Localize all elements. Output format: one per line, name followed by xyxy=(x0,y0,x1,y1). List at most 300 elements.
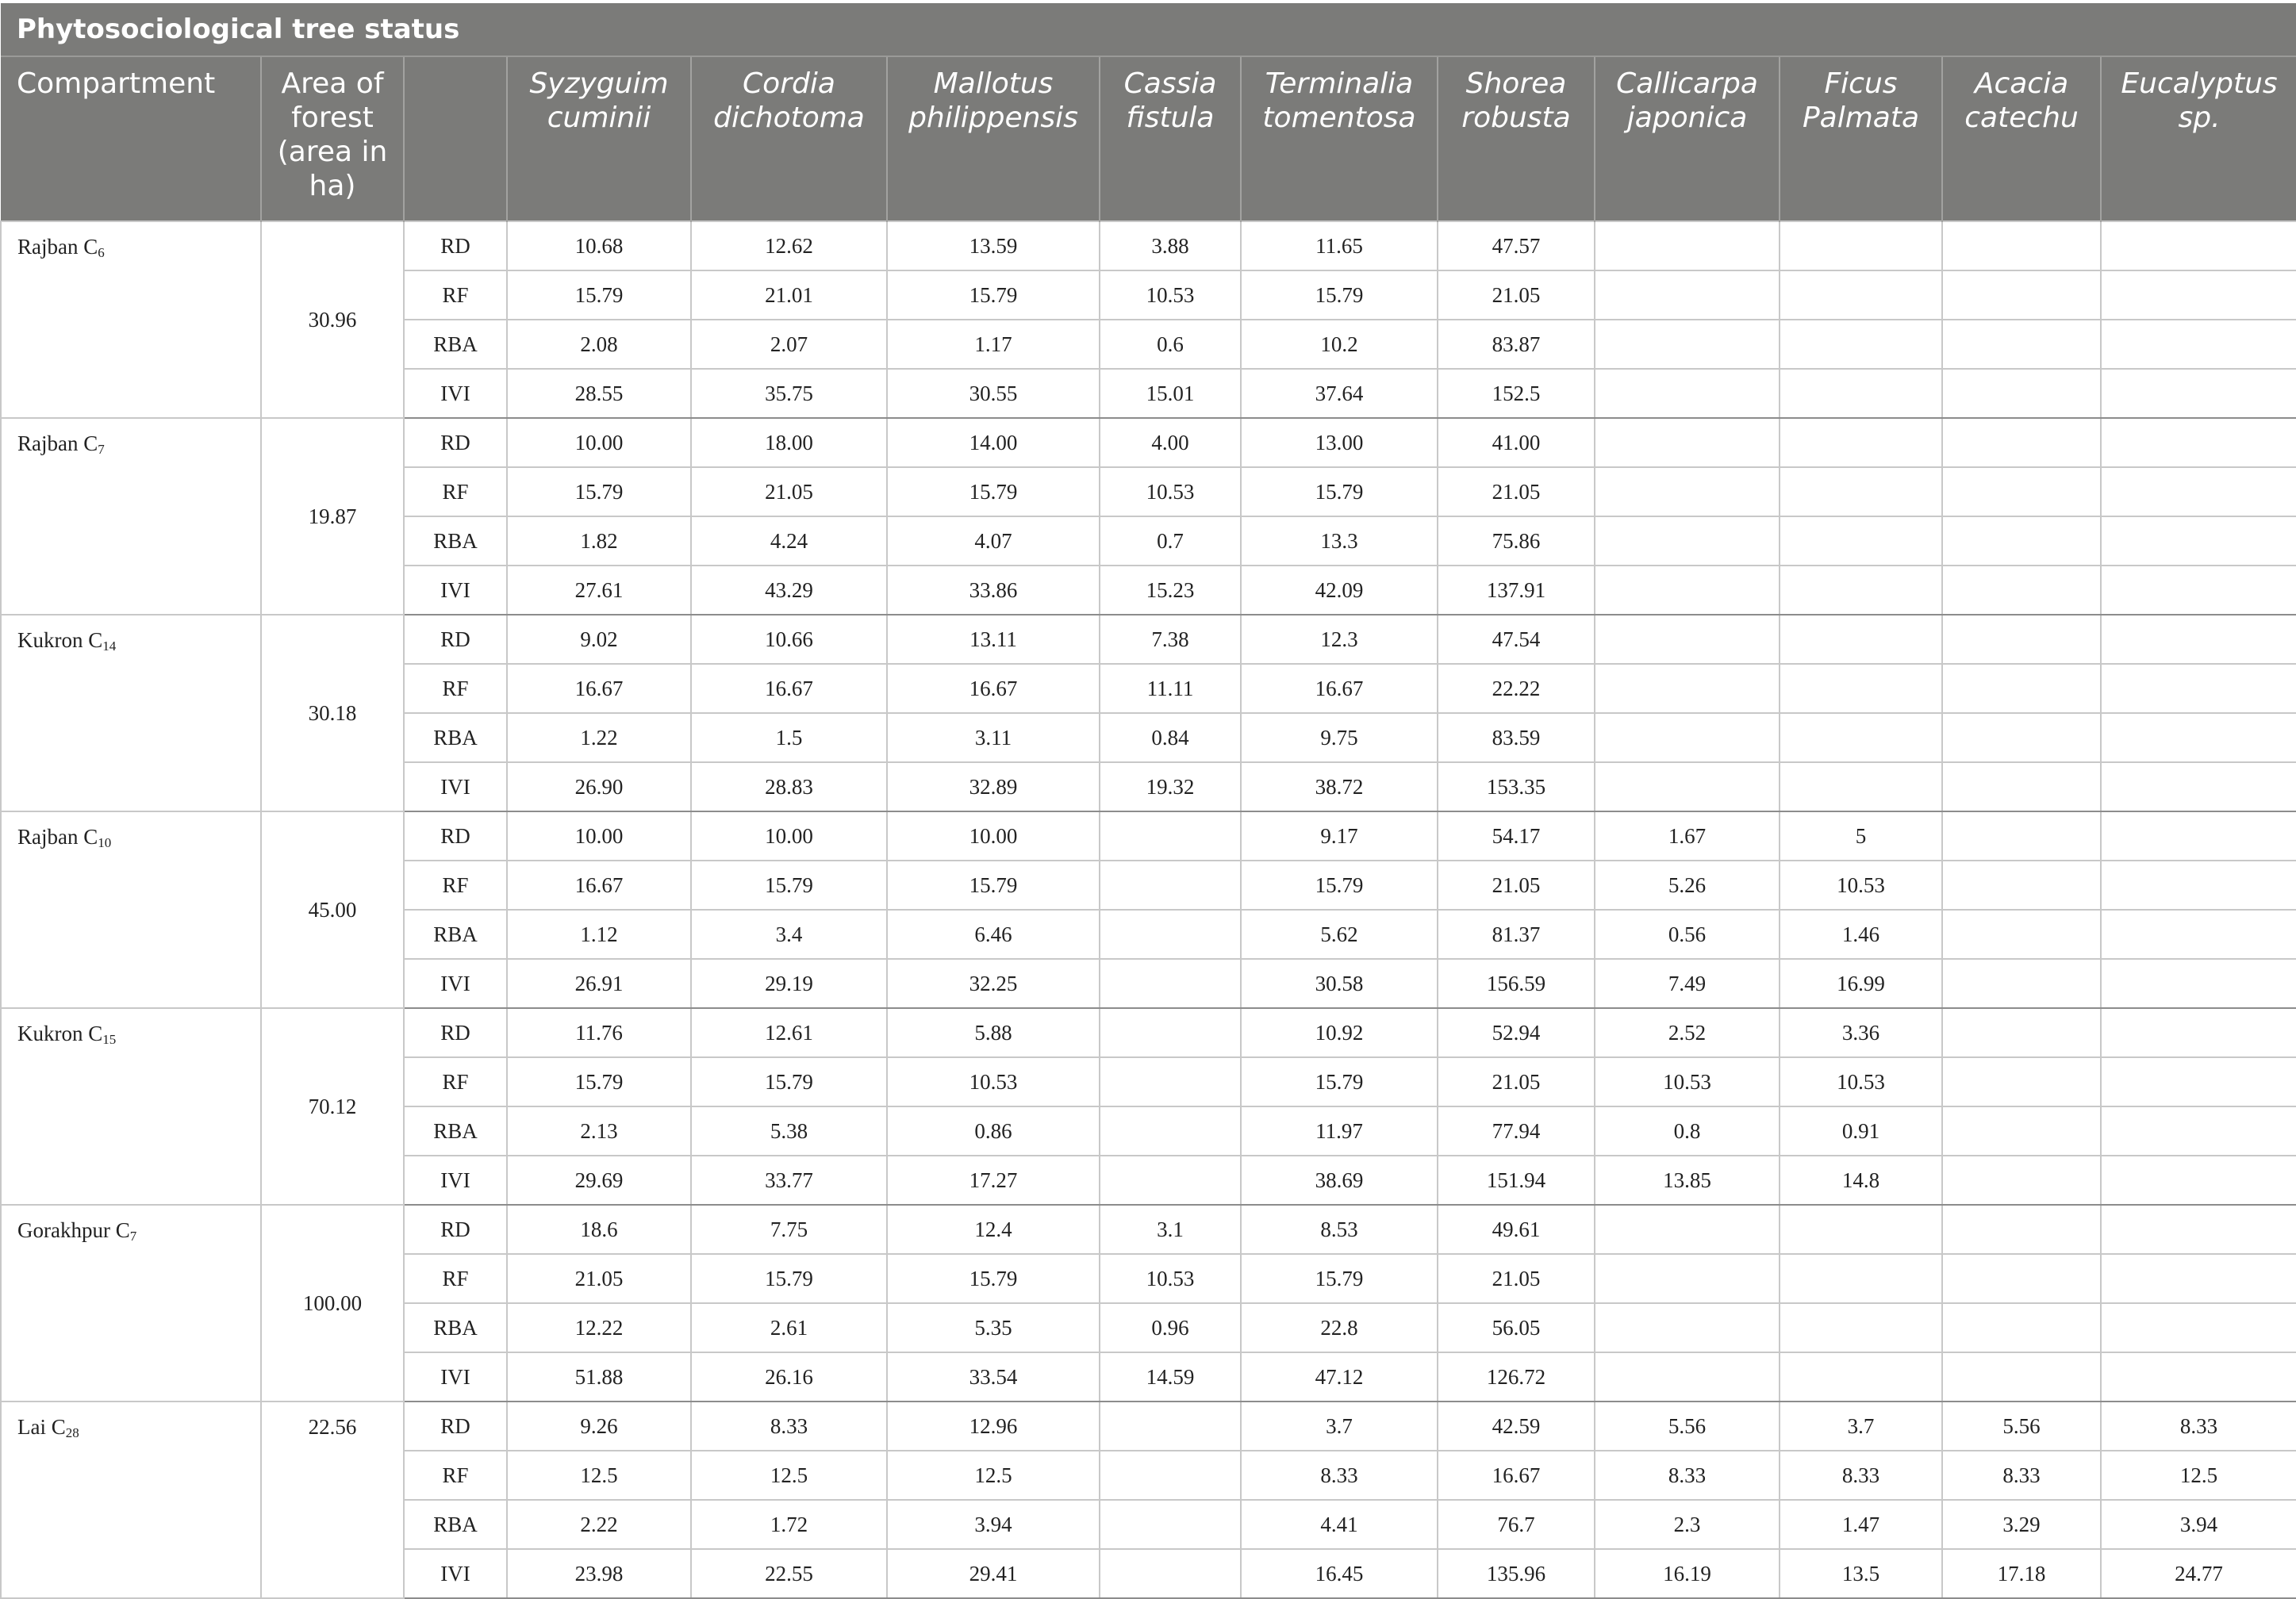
header-species: Cordia dichotoma xyxy=(691,56,887,221)
value-cell: 3.7 xyxy=(1241,1402,1438,1451)
value-cell: 32.25 xyxy=(887,959,1100,1008)
value-cell: 5.26 xyxy=(1595,861,1780,910)
table-title: Phytosociological tree status xyxy=(1,3,2296,56)
table-row xyxy=(1,811,2296,861)
value-cell xyxy=(2101,959,2296,1008)
value-cell: 22.55 xyxy=(691,1549,887,1598)
value-cell: 16.67 xyxy=(507,861,691,910)
value-cell: 5 xyxy=(1780,811,1942,861)
value-cell: 8.33 xyxy=(2101,1402,2296,1451)
value-cell xyxy=(2101,1303,2296,1352)
value-cell: 1.67 xyxy=(1595,811,1780,861)
value-cell: 15.79 xyxy=(1241,1057,1438,1106)
value-cell: 10.53 xyxy=(1100,270,1241,320)
value-cell: 2.52 xyxy=(1595,1008,1780,1057)
value-cell: 13.5 xyxy=(1780,1549,1942,1598)
metric-label: RBA xyxy=(404,1303,507,1352)
value-cell: 10.53 xyxy=(1100,1254,1241,1303)
value-cell: 30.58 xyxy=(1241,959,1438,1008)
value-cell: 8.33 xyxy=(1780,1451,1942,1500)
value-cell xyxy=(2101,1205,2296,1254)
value-cell: 15.79 xyxy=(887,270,1100,320)
value-cell: 19.32 xyxy=(1100,762,1241,811)
value-cell: 156.59 xyxy=(1438,959,1595,1008)
value-cell xyxy=(2101,467,2296,516)
value-cell: 16.19 xyxy=(1595,1549,1780,1598)
value-cell xyxy=(1780,1303,1942,1352)
value-cell: 7.75 xyxy=(691,1205,887,1254)
table-row xyxy=(1,221,2296,270)
value-cell: 7.49 xyxy=(1595,959,1780,1008)
value-cell xyxy=(1780,270,1942,320)
value-cell xyxy=(1942,566,2101,615)
forest-area: 30.18 xyxy=(261,615,404,811)
value-cell: 23.98 xyxy=(507,1549,691,1598)
value-cell: 1.12 xyxy=(507,910,691,959)
value-cell: 1.82 xyxy=(507,516,691,566)
header-species: Terminalia tomentosa xyxy=(1241,56,1438,221)
value-cell: 2.08 xyxy=(507,320,691,369)
header-species: Cassia fistula xyxy=(1100,56,1241,221)
value-cell: 15.79 xyxy=(1241,467,1438,516)
value-cell: 16.67 xyxy=(887,664,1100,713)
compartment-subscript: 7 xyxy=(129,1229,137,1244)
value-cell: 12.5 xyxy=(887,1451,1100,1500)
value-cell xyxy=(1100,861,1241,910)
value-cell: 8.33 xyxy=(1942,1451,2101,1500)
table-row xyxy=(1,615,2296,664)
compartment-subscript: 6 xyxy=(98,245,105,260)
value-cell xyxy=(1595,1303,1780,1352)
value-cell: 15.79 xyxy=(691,1254,887,1303)
value-cell: 77.94 xyxy=(1438,1106,1595,1156)
value-cell xyxy=(1942,664,2101,713)
value-cell: 151.94 xyxy=(1438,1156,1595,1205)
value-cell: 2.13 xyxy=(507,1106,691,1156)
value-cell: 29.41 xyxy=(887,1549,1100,1598)
compartment-label: Kukron C xyxy=(17,1022,103,1045)
value-cell: 15.79 xyxy=(507,1057,691,1106)
value-cell xyxy=(1595,1205,1780,1254)
value-cell: 5.88 xyxy=(887,1008,1100,1057)
value-cell xyxy=(1942,1254,2101,1303)
value-cell: 0.84 xyxy=(1100,713,1241,762)
value-cell xyxy=(1595,270,1780,320)
compartment-label: Rajban C xyxy=(17,235,98,259)
header-species: Syzyguim cuminii xyxy=(507,56,691,221)
value-cell xyxy=(1780,467,1942,516)
value-cell: 13.00 xyxy=(1241,418,1438,467)
value-cell: 0.56 xyxy=(1595,910,1780,959)
value-cell: 16.67 xyxy=(1241,664,1438,713)
compartment-name xyxy=(1,615,261,811)
value-cell: 11.76 xyxy=(507,1008,691,1057)
value-cell xyxy=(1942,1106,2101,1156)
value-cell xyxy=(1780,418,1942,467)
metric-label: RF xyxy=(404,270,507,320)
value-cell: 15.79 xyxy=(691,1057,887,1106)
value-cell xyxy=(1942,910,2101,959)
value-cell xyxy=(1780,664,1942,713)
value-cell: 33.86 xyxy=(887,566,1100,615)
value-cell: 135.96 xyxy=(1438,1549,1595,1598)
value-cell: 8.33 xyxy=(1241,1451,1438,1500)
compartment-subscript: 14 xyxy=(102,638,117,654)
value-cell xyxy=(1780,1352,1942,1402)
value-cell: 17.18 xyxy=(1942,1549,2101,1598)
value-cell: 54.17 xyxy=(1438,811,1595,861)
value-cell xyxy=(1595,615,1780,664)
value-cell xyxy=(2101,664,2296,713)
metric-label: RBA xyxy=(404,1106,507,1156)
value-cell xyxy=(1595,369,1780,418)
value-cell: 12.5 xyxy=(691,1451,887,1500)
value-cell: 8.53 xyxy=(1241,1205,1438,1254)
forest-area: 70.12 xyxy=(261,1008,404,1205)
value-cell xyxy=(2101,1254,2296,1303)
compartment-name xyxy=(1,221,261,418)
column-header-row xyxy=(1,56,2296,221)
value-cell: 10.00 xyxy=(887,811,1100,861)
value-cell xyxy=(2101,1008,2296,1057)
value-cell: 9.17 xyxy=(1241,811,1438,861)
value-cell: 10.68 xyxy=(507,221,691,270)
value-cell: 3.4 xyxy=(691,910,887,959)
metric-label: RBA xyxy=(404,516,507,566)
value-cell: 15.79 xyxy=(507,270,691,320)
metric-label: RBA xyxy=(404,320,507,369)
compartment-label: Kukron C xyxy=(17,628,103,652)
value-cell: 47.12 xyxy=(1241,1352,1438,1402)
value-cell: 16.45 xyxy=(1241,1549,1438,1598)
value-cell: 0.86 xyxy=(887,1106,1100,1156)
value-cell: 8.33 xyxy=(1595,1451,1780,1500)
value-cell: 3.1 xyxy=(1100,1205,1241,1254)
value-cell xyxy=(1100,1500,1241,1549)
value-cell xyxy=(1780,1254,1942,1303)
value-cell xyxy=(1942,418,2101,467)
value-cell: 15.79 xyxy=(887,467,1100,516)
value-cell xyxy=(1100,910,1241,959)
value-cell: 10.00 xyxy=(691,811,887,861)
table-row xyxy=(1,1402,2296,1451)
metric-label: RD xyxy=(404,418,507,467)
value-cell xyxy=(2101,861,2296,910)
value-cell xyxy=(1780,762,1942,811)
value-cell: 10.00 xyxy=(507,811,691,861)
value-cell xyxy=(1942,762,2101,811)
value-cell: 35.75 xyxy=(691,369,887,418)
metric-label: RF xyxy=(404,1254,507,1303)
value-cell: 2.07 xyxy=(691,320,887,369)
table-row xyxy=(1,418,2296,467)
value-cell: 83.59 xyxy=(1438,713,1595,762)
value-cell: 26.16 xyxy=(691,1352,887,1402)
value-cell: 21.05 xyxy=(691,467,887,516)
header-species: Acacia catechu xyxy=(1942,56,2101,221)
value-cell: 21.05 xyxy=(1438,1057,1595,1106)
header-species: Shorea robusta xyxy=(1438,56,1595,221)
value-cell: 11.97 xyxy=(1241,1106,1438,1156)
value-cell xyxy=(1595,1254,1780,1303)
value-cell xyxy=(1942,369,2101,418)
value-cell: 12.4 xyxy=(887,1205,1100,1254)
value-cell xyxy=(1780,566,1942,615)
value-cell: 3.36 xyxy=(1780,1008,1942,1057)
value-cell: 11.11 xyxy=(1100,664,1241,713)
value-cell xyxy=(1942,1205,2101,1254)
value-cell: 13.11 xyxy=(887,615,1100,664)
value-cell: 12.3 xyxy=(1241,615,1438,664)
value-cell xyxy=(2101,811,2296,861)
value-cell xyxy=(1595,516,1780,566)
value-cell xyxy=(1595,320,1780,369)
value-cell: 13.59 xyxy=(887,221,1100,270)
value-cell xyxy=(1780,221,1942,270)
compartment-name xyxy=(1,1008,261,1205)
value-cell: 3.7 xyxy=(1780,1402,1942,1451)
value-cell xyxy=(1595,713,1780,762)
value-cell: 16.67 xyxy=(1438,1451,1595,1500)
value-cell xyxy=(2101,1106,2296,1156)
compartment-label: Lai C xyxy=(17,1415,66,1439)
value-cell: 0.8 xyxy=(1595,1106,1780,1156)
forest-area: 100.00 xyxy=(261,1205,404,1402)
value-cell: 1.17 xyxy=(887,320,1100,369)
value-cell: 5.56 xyxy=(1595,1402,1780,1451)
value-cell: 29.19 xyxy=(691,959,887,1008)
metric-label: IVI xyxy=(404,1352,507,1402)
metric-label: IVI xyxy=(404,1549,507,1598)
compartment-name xyxy=(1,811,261,1008)
value-cell: 137.91 xyxy=(1438,566,1595,615)
value-cell xyxy=(1942,1156,2101,1205)
value-cell xyxy=(1942,861,2101,910)
value-cell: 43.29 xyxy=(691,566,887,615)
value-cell: 47.57 xyxy=(1438,221,1595,270)
metric-label: RD xyxy=(404,811,507,861)
value-cell: 21.05 xyxy=(1438,270,1595,320)
value-cell: 7.38 xyxy=(1100,615,1241,664)
value-cell xyxy=(1942,221,2101,270)
compartment-name xyxy=(1,1402,261,1598)
value-cell: 12.96 xyxy=(887,1402,1100,1451)
value-cell: 2.22 xyxy=(507,1500,691,1549)
value-cell: 15.01 xyxy=(1100,369,1241,418)
value-cell: 42.59 xyxy=(1438,1402,1595,1451)
compartment-subscript: 7 xyxy=(98,442,105,457)
value-cell: 38.72 xyxy=(1241,762,1438,811)
value-cell: 16.67 xyxy=(691,664,887,713)
value-cell: 0.7 xyxy=(1100,516,1241,566)
compartment-subscript: 15 xyxy=(102,1032,117,1047)
value-cell xyxy=(1780,1205,1942,1254)
value-cell: 14.00 xyxy=(887,418,1100,467)
value-cell: 51.88 xyxy=(507,1352,691,1402)
value-cell: 10.53 xyxy=(1780,1057,1942,1106)
metric-label: RD xyxy=(404,1008,507,1057)
value-cell xyxy=(1942,959,2101,1008)
value-cell xyxy=(2101,369,2296,418)
forest-area: 22.56 xyxy=(261,1402,404,1598)
value-cell xyxy=(1942,516,2101,566)
value-cell: 12.61 xyxy=(691,1008,887,1057)
value-cell: 16.67 xyxy=(507,664,691,713)
value-cell: 15.79 xyxy=(507,467,691,516)
value-cell: 0.6 xyxy=(1100,320,1241,369)
value-cell: 15.79 xyxy=(887,861,1100,910)
value-cell: 21.05 xyxy=(1438,467,1595,516)
value-cell: 12.5 xyxy=(507,1451,691,1500)
value-cell: 15.79 xyxy=(1241,270,1438,320)
table-row xyxy=(1,1205,2296,1254)
value-cell: 4.41 xyxy=(1241,1500,1438,1549)
value-cell: 38.69 xyxy=(1241,1156,1438,1205)
value-cell xyxy=(1100,1057,1241,1106)
table-row xyxy=(1,1008,2296,1057)
value-cell: 9.26 xyxy=(507,1402,691,1451)
value-cell xyxy=(1780,615,1942,664)
metric-label: IVI xyxy=(404,959,507,1008)
value-cell: 42.09 xyxy=(1241,566,1438,615)
value-cell: 126.72 xyxy=(1438,1352,1595,1402)
value-cell: 5.38 xyxy=(691,1106,887,1156)
value-cell: 28.83 xyxy=(691,762,887,811)
value-cell: 81.37 xyxy=(1438,910,1595,959)
compartment-label: Rajban C xyxy=(17,825,98,849)
metric-label: RF xyxy=(404,664,507,713)
value-cell: 15.23 xyxy=(1100,566,1241,615)
value-cell: 21.05 xyxy=(1438,861,1595,910)
value-cell: 28.55 xyxy=(507,369,691,418)
metric-label: RF xyxy=(404,1451,507,1500)
value-cell xyxy=(1100,1156,1241,1205)
value-cell: 41.00 xyxy=(1438,418,1595,467)
value-cell: 0.96 xyxy=(1100,1303,1241,1352)
value-cell xyxy=(1595,566,1780,615)
value-cell xyxy=(1942,811,2101,861)
value-cell xyxy=(1100,1402,1241,1451)
value-cell xyxy=(2101,1156,2296,1205)
compartment-label: Rajban C xyxy=(17,431,98,455)
value-cell: 21.05 xyxy=(507,1254,691,1303)
value-cell xyxy=(2101,1352,2296,1402)
value-cell: 10.92 xyxy=(1241,1008,1438,1057)
value-cell: 10.00 xyxy=(507,418,691,467)
value-cell xyxy=(1942,1057,2101,1106)
value-cell: 15.79 xyxy=(887,1254,1100,1303)
value-cell: 21.01 xyxy=(691,270,887,320)
value-cell: 15.79 xyxy=(1241,1254,1438,1303)
value-cell: 17.27 xyxy=(887,1156,1100,1205)
metric-label: RF xyxy=(404,861,507,910)
compartment-subscript: 10 xyxy=(98,835,112,850)
value-cell xyxy=(1942,467,2101,516)
value-cell xyxy=(1100,1106,1241,1156)
value-cell: 24.77 xyxy=(2101,1549,2296,1598)
compartment-name xyxy=(1,418,261,615)
value-cell xyxy=(1942,1352,2101,1402)
value-cell: 9.75 xyxy=(1241,713,1438,762)
value-cell: 8.33 xyxy=(691,1402,887,1451)
value-cell: 15.79 xyxy=(1241,861,1438,910)
metric-label: IVI xyxy=(404,1156,507,1205)
value-cell xyxy=(2101,270,2296,320)
value-cell xyxy=(1942,615,2101,664)
value-cell: 32.89 xyxy=(887,762,1100,811)
value-cell xyxy=(1942,1008,2101,1057)
value-cell: 10.53 xyxy=(1780,861,1942,910)
value-cell: 83.87 xyxy=(1438,320,1595,369)
value-cell: 3.94 xyxy=(2101,1500,2296,1549)
value-cell: 30.55 xyxy=(887,369,1100,418)
metric-label: IVI xyxy=(404,762,507,811)
metric-label: RD xyxy=(404,221,507,270)
header-species: Callicarpa japonica xyxy=(1595,56,1780,221)
value-cell xyxy=(1100,1451,1241,1500)
value-cell: 3.29 xyxy=(1942,1500,2101,1549)
value-cell xyxy=(1100,959,1241,1008)
value-cell: 4.00 xyxy=(1100,418,1241,467)
value-cell xyxy=(2101,221,2296,270)
value-cell xyxy=(1100,1549,1241,1598)
value-cell xyxy=(2101,910,2296,959)
value-cell xyxy=(2101,516,2296,566)
value-cell xyxy=(2101,762,2296,811)
value-cell: 10.66 xyxy=(691,615,887,664)
value-cell: 27.61 xyxy=(507,566,691,615)
value-cell: 10.53 xyxy=(887,1057,1100,1106)
value-cell: 1.46 xyxy=(1780,910,1942,959)
value-cell xyxy=(1780,516,1942,566)
value-cell: 12.62 xyxy=(691,221,887,270)
value-cell xyxy=(2101,566,2296,615)
value-cell xyxy=(1100,811,1241,861)
value-cell: 153.35 xyxy=(1438,762,1595,811)
value-cell: 18.6 xyxy=(507,1205,691,1254)
value-cell: 29.69 xyxy=(507,1156,691,1205)
header-area: Area of forest (area in ha) xyxy=(261,56,404,221)
value-cell xyxy=(1942,713,2101,762)
value-cell xyxy=(2101,615,2296,664)
value-cell xyxy=(1942,1303,2101,1352)
value-cell: 14.59 xyxy=(1100,1352,1241,1402)
value-cell: 13.85 xyxy=(1595,1156,1780,1205)
value-cell: 1.72 xyxy=(691,1500,887,1549)
value-cell: 10.2 xyxy=(1241,320,1438,369)
value-cell xyxy=(1780,713,1942,762)
metric-label: RBA xyxy=(404,1500,507,1549)
table-body xyxy=(1,221,2296,1598)
value-cell: 56.05 xyxy=(1438,1303,1595,1352)
value-cell: 76.7 xyxy=(1438,1500,1595,1549)
header-metric xyxy=(404,56,507,221)
value-cell: 4.07 xyxy=(887,516,1100,566)
value-cell: 1.5 xyxy=(691,713,887,762)
value-cell xyxy=(1780,369,1942,418)
value-cell: 33.54 xyxy=(887,1352,1100,1402)
value-cell: 26.90 xyxy=(507,762,691,811)
value-cell xyxy=(1595,664,1780,713)
metric-label: RF xyxy=(404,467,507,516)
value-cell xyxy=(1595,418,1780,467)
value-cell xyxy=(2101,713,2296,762)
compartment-subscript: 28 xyxy=(65,1425,79,1440)
value-cell: 0.91 xyxy=(1780,1106,1942,1156)
value-cell xyxy=(1595,762,1780,811)
value-cell: 152.5 xyxy=(1438,369,1595,418)
value-cell: 3.94 xyxy=(887,1500,1100,1549)
